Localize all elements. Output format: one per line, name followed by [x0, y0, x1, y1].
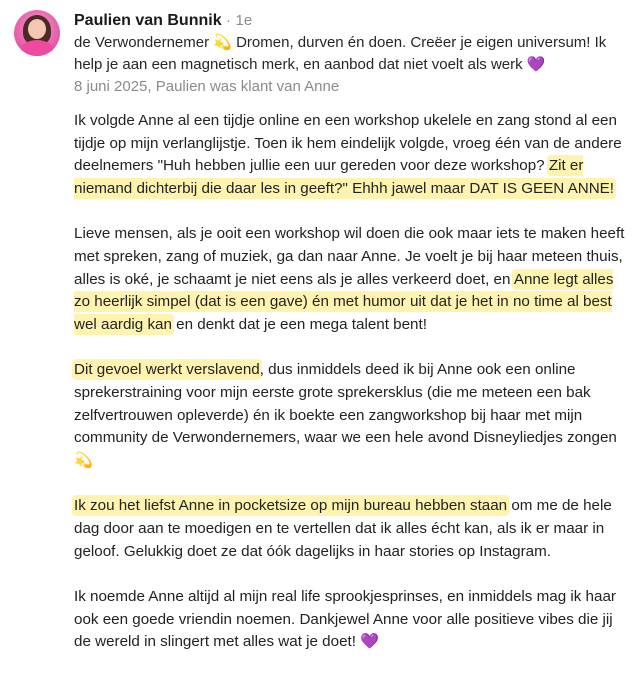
- highlighted-text: Zit er niemand dichterbij die daar les in geeft?" Ehhh jawel maar DAT IS GEEN ANNE!: [74, 157, 615, 197]
- text-segment: Ik noemde Anne altijd al mijn real life sprookjesprinses, en inmiddels mag ik haar ook een goede vriendin noemen. Dankjewel Anne voor alle positieve vibes die jij de wereld in slingert met alles wat je doet! 💜: [74, 588, 616, 651]
- highlighted-text: Dit gevoel werkt verslavend: [74, 361, 260, 379]
- review-paragraph-1: [74, 110, 630, 200]
- avatar[interactable]: [14, 10, 60, 56]
- avatar-body: [20, 40, 54, 56]
- text-segment: , dus inmiddels deed ik bij Anne ook een online sprekerstraining voor mijn eerste grote sprekersklus (die me meteen een bak zelfvertrouwen opleverde) én ik boekte een zangworkshop bij haar met mijn community de Verwondernemers, waar we een hele avond Disneyliedjes zongen 💫: [74, 361, 617, 469]
- review-header: [74, 10, 624, 98]
- text-segment: en denkt dat je een mega talent bent!: [171, 315, 427, 333]
- avatar-face: [28, 19, 46, 39]
- review-age: 1e: [235, 12, 253, 29]
- text-segment: Ik volgde Anne al een tijdje online en een workshop ukelele en zang stond al een tijdje op mijn verlanglijstje. Toen ik hem eindelijk volgde, vroeg één van de andere deelnemers "Huh hebben jullie een uur gereden voor deze workshop?: [74, 112, 622, 175]
- review-paragraph-4: [74, 495, 630, 563]
- review-body: [74, 110, 630, 677]
- text-segment: Lieve mensen, als je ooit een workshop wil doen die ook maar iets te maken heeft met spreken, zang of muziek, ga dan naar Anne. Je voelt je bij haar meteen thuis, alles is oké, je schaamt je niet eens als je alles verkeerd doet, en: [74, 225, 625, 288]
- author-tagline: de Verwondernemer 💫 Dromen, durven én doen. Creëer je eigen universum! Ik help je aan een magnetisch merk, en aanbod dat niet voelt als werk 💜: [74, 34, 607, 73]
- highlighted-text: Anne legt alles zo heerlijk simpel (dat is een gave) én met humor uit dat je het in no time al best wel aardig kan: [74, 270, 614, 333]
- separator-dot: ·: [226, 12, 232, 29]
- review-paragraph-2: [74, 223, 630, 336]
- author-row: [74, 10, 624, 32]
- review-paragraph-3: [74, 359, 630, 472]
- review-paragraph-5: [74, 586, 630, 654]
- author-name[interactable]: Paulien van Bunnik: [74, 12, 222, 29]
- text-segment: om me de hele dag door aan te moedigen en te vertellen dat ik alles écht kan, als ik er maar in geloof. Gelukkig doet ze dat óók dagelijks in haar stories op Instagram.: [74, 497, 612, 560]
- review-meta: 8 juni 2025, Paulien was klant van Anne: [74, 78, 340, 95]
- highlighted-text: Ik zou het liefst Anne in pocketsize op mijn bureau hebben staan: [74, 497, 508, 515]
